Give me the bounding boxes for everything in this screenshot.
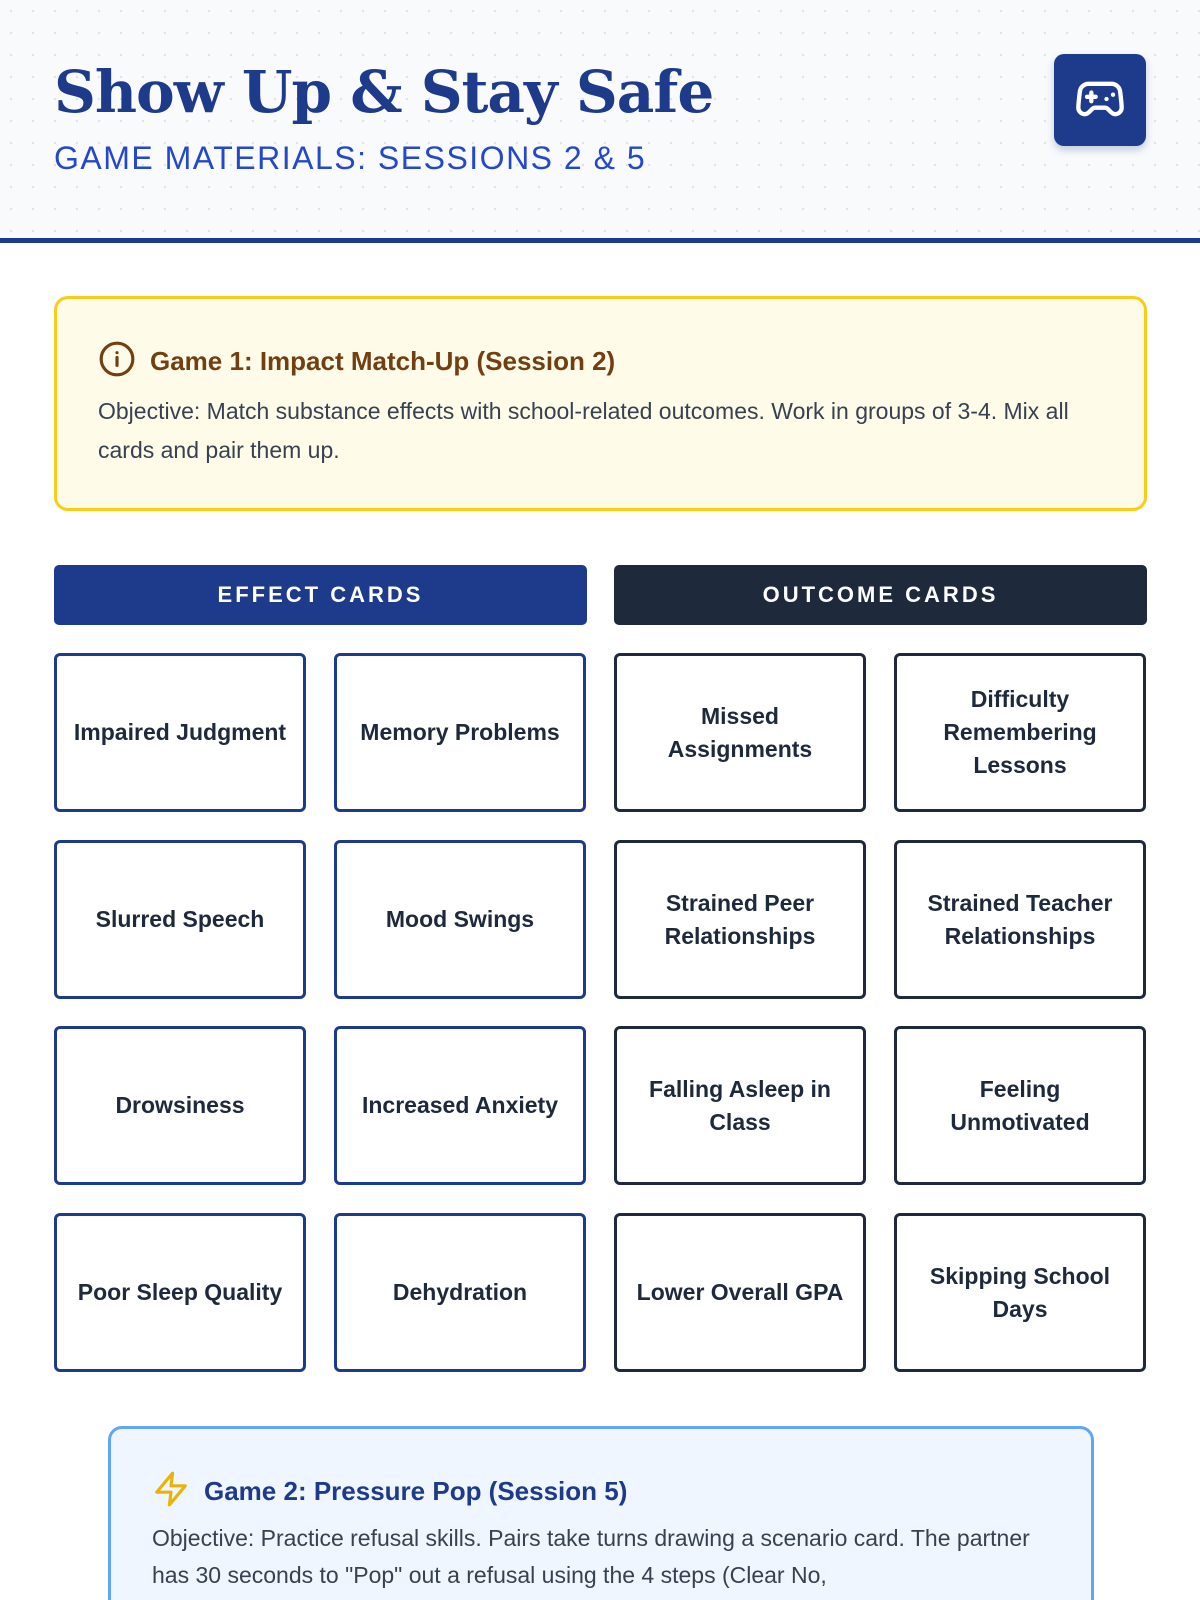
- outcome-card[interactable]: Difficulty Remembering Lessons: [894, 653, 1146, 812]
- game2-title: Game 2: Pressure Pop (Session 5): [204, 1476, 628, 1506]
- outcome-card[interactable]: Falling Asleep in Class: [614, 1026, 866, 1185]
- game2-description: Objective: Practice refusal skills. Pairs take turns drawing a scenario card. The partner has 30 seconds to "Pop" out a refusal using the 4 steps (Clear No,: [152, 1525, 1030, 1588]
- effect-card[interactable]: Mood Swings: [334, 840, 586, 999]
- effect-card[interactable]: Poor Sleep Quality: [54, 1213, 306, 1372]
- page-header: [0, 0, 1200, 243]
- effect-card[interactable]: Drowsiness: [54, 1026, 306, 1185]
- effect-card[interactable]: Dehydration: [334, 1213, 586, 1372]
- effect-cards-header: EFFECT CARDS: [54, 565, 587, 625]
- effect-card[interactable]: Impaired Judgment: [54, 653, 306, 812]
- effect-card[interactable]: Slurred Speech: [54, 840, 306, 999]
- outcome-card[interactable]: Feeling Unmotivated: [894, 1026, 1146, 1185]
- page-title: Show Up & Stay Safe: [54, 58, 714, 126]
- game1-title-row: [98, 340, 615, 383]
- outcome-card[interactable]: Missed Assignments: [614, 653, 866, 812]
- outcome-card[interactable]: Skipping School Days: [894, 1213, 1146, 1372]
- game1-title: Game 1: Impact Match-Up (Session 2): [150, 346, 616, 376]
- game2-title-row: [152, 1470, 627, 1513]
- info-icon: [98, 340, 136, 383]
- outcome-card[interactable]: Strained Peer Relationships: [614, 840, 866, 999]
- game1-description: Objective: Match substance effects with school-related outcomes. Work in groups of 3-4. Mix all cards and pair them up.: [98, 398, 1069, 463]
- lightning-icon: [152, 1470, 190, 1513]
- effect-card[interactable]: Increased Anxiety: [334, 1026, 586, 1185]
- game-controller-button[interactable]: [1054, 54, 1146, 146]
- outcome-cards-header: OUTCOME CARDS: [614, 565, 1147, 625]
- page-subtitle: GAME MATERIALS: SESSIONS 2 & 5: [54, 140, 647, 176]
- effect-card[interactable]: Memory Problems: [334, 653, 586, 812]
- outcome-card[interactable]: Strained Teacher Relationships: [894, 840, 1146, 999]
- gamepad-icon: [1074, 73, 1126, 128]
- outcome-card[interactable]: Lower Overall GPA: [614, 1213, 866, 1372]
